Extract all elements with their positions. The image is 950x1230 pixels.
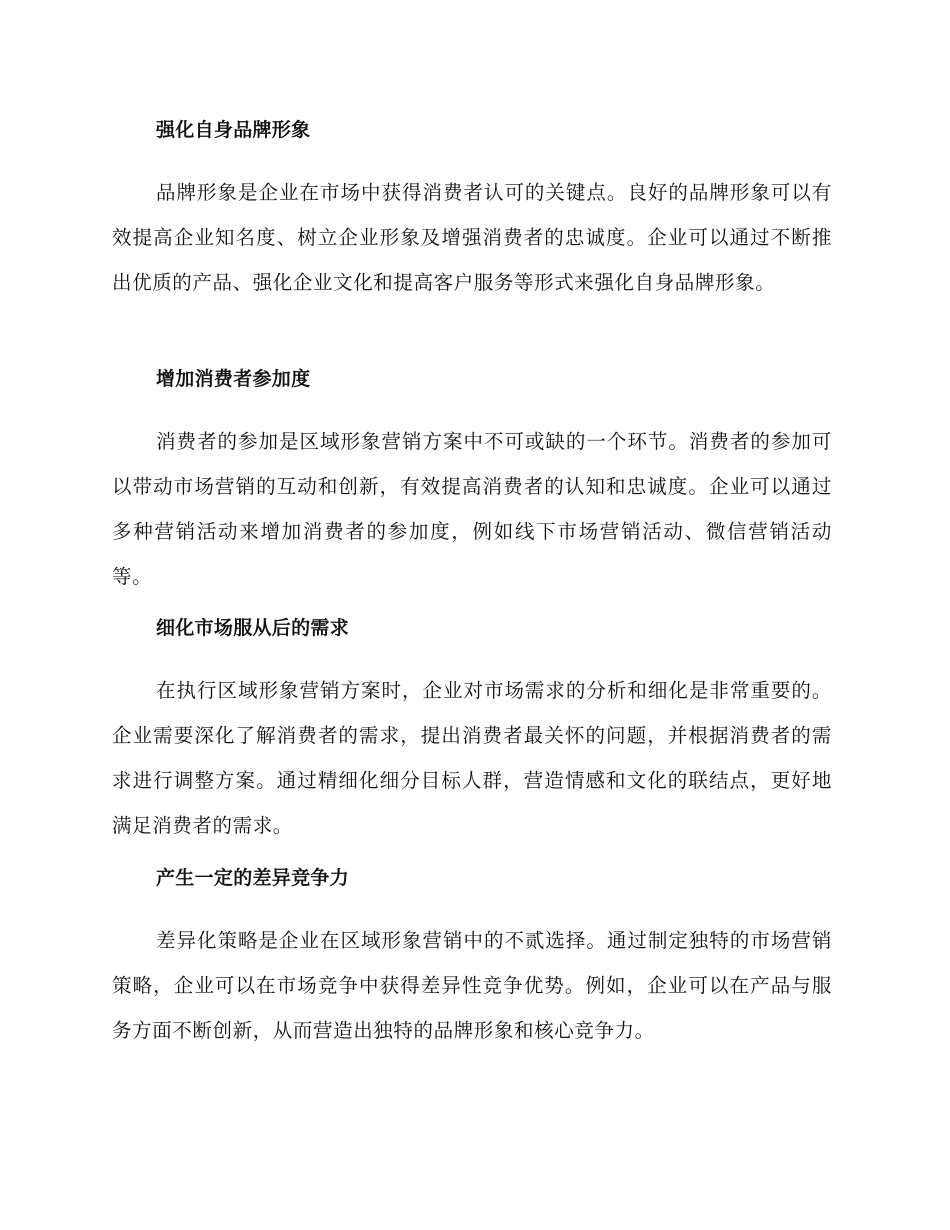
section-heading: 产生一定的差异竞争力 [156, 867, 350, 889]
section-heading: 细化市场服从后的需求 [156, 617, 350, 639]
section-paragraph: 消费者的参加是区域形象营销方案中不可或缺的一个环节。消费者的参加可以带动市场营销的互动和创新，有效提高消费者的认知和忠诚度。企业可以通过多种营销活动来增加消费者的参加度，例如线下市场营销活动、微信营销活动等。 [112, 430, 832, 588]
section-paragraph: 在执行区域形象营销方案时，企业对市场需求的分析和细化是非常重要的。企业需要深化了解消费者的需求，提出消费者最关怀的问题，并根据消费者的需求进行调整方案。通过精细化细分目标人群，营造情感和文化的联结点，更好地满足消费者的需求。 [112, 679, 832, 837]
section-heading: 强化自身品牌形象 [156, 119, 311, 141]
section-paragraph: 品牌形象是企业在市场中获得消费者认可的关键点。良好的品牌形象可以有效提高企业知名度、树立企业形象及增强消费者的忠诚度。企业可以通过不断推出优质的产品、强化企业文化和提高客户服务等形式来强化自身品牌形象。 [112, 181, 832, 294]
section-consumer-participation [112, 365, 832, 599]
section-market-demand [112, 614, 832, 848]
section-paragraph: 差异化策略是企业在区域形象营销中的不贰选择。通过制定独特的市场营销策略，企业可以在市场竞争中获得差异性竞争优势。例如，企业可以在产品与服务方面不断创新，从而营造出独特的品牌形象和核心竞争力。 [112, 929, 832, 1042]
section-heading: 增加消费者参加度 [156, 368, 311, 390]
section-differentiation [112, 864, 832, 1053]
section-brand-image [112, 116, 832, 305]
